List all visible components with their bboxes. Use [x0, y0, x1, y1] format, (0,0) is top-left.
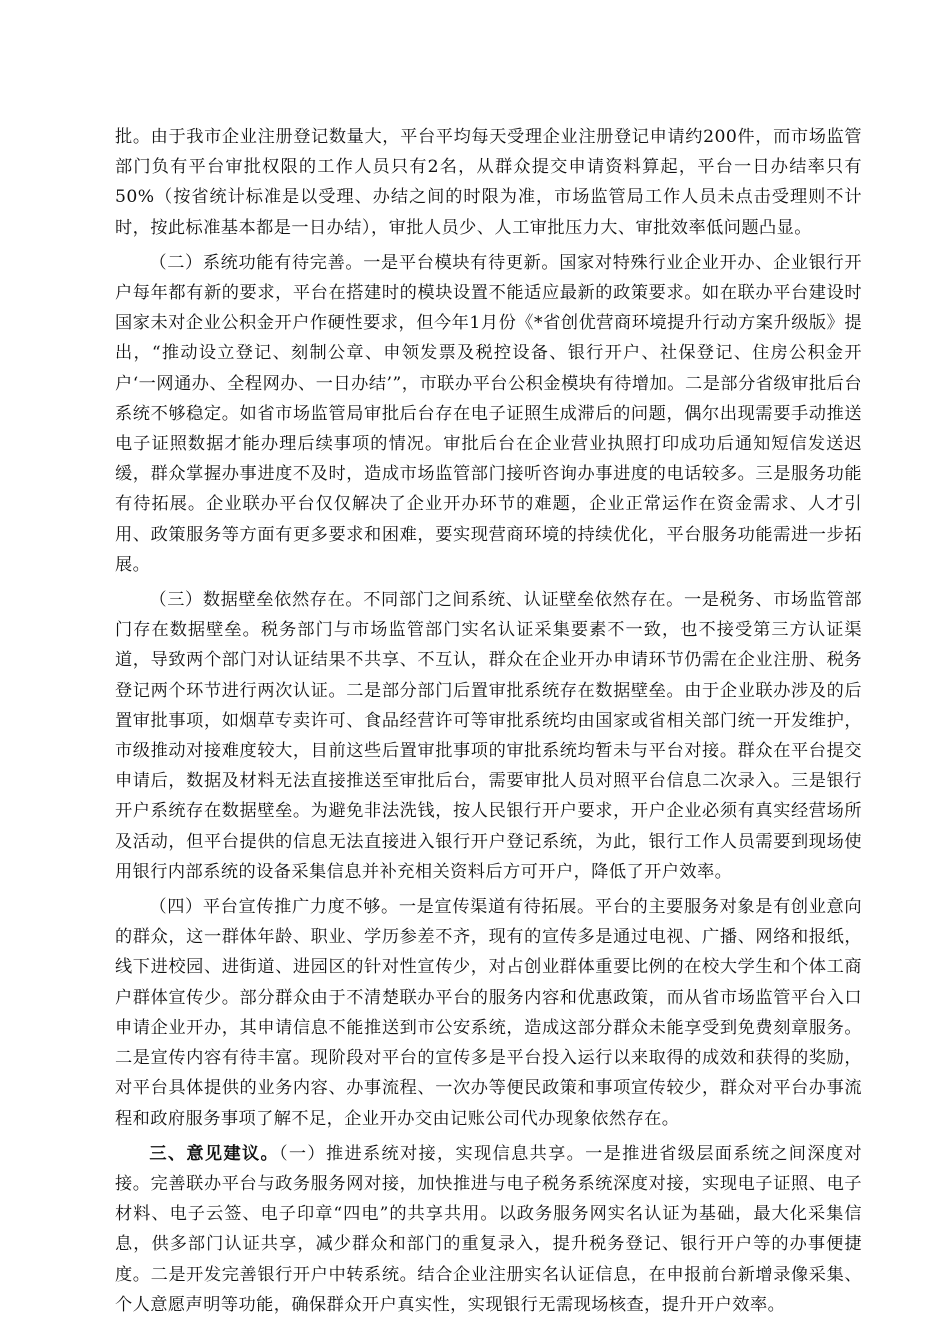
paragraph-text: （二）系统功能有待完善。一是平台模块有待更新。国家对特殊行业企业开办、企业银行开户每年都有新的要求，平台在搭建时的模块设置不能适应最新的政策要求。如在联办平台建设时国家未对企业公积金开户作硬性要求，但今年1月份《*省创优营商环境提升行动方案升级版》提出，“推动设立登记、刻制公章、申领发票及税控设备、银行开户、社保登记、住房公积金开户‘一网通办、全程网办、一日办结’”，市联办平台公积金模块有待增加。二是部分省级审批后台系统不够稳定。如省市场监管局审批后台存在电子证照生成滞后的问题，偶尔出现需要手动推送电子证照数据才能办理后续事项的情况。审批后台在企业营业执照打印成功后通知短信发送迟缓，群众掌握办事进度不及时，造成市场监管部门接听咨询办事进度的电话较多。三是服务功能有待拓展。企业联办平台仅仅解决了企业开办环节的难题，企业正常运作在资金需求、人才引用、政策服务等方面有更多要求和困难，要实现营商环境的持续优化，平台服务功能需进一步拓展。 — [115, 252, 862, 575]
paragraph-system-functions — [115, 248, 862, 580]
paragraph-text: （一）推进系统对接，实现信息共享。一是推进省级层面系统之间深度对接。完善联办平台与政务服务网对接，加快推进与电子税务系统深度对接，实现电子证照、电子材料、电子云签、电子印章“四电”的共享共用。以政务服务网实名认证为基础，最大化采集信息，供多部门认证共享，减少群众和部门的重复录入，提升税务登记、银行开户等的办事便捷度。二是开发完善银行开户中转系统。结合企业注册实名认证信息，在申报前台新增录像采集、个人意愿声明等功能，确保群众开户真实性，实现银行无需现场核查，提升开户效率。 — [115, 1143, 862, 1315]
paragraph-text: （三）数据壁垒依然存在。不同部门之间系统、认证壁垒依然存在。一是税务、市场监管部门存在数据壁垒。税务部门与市场监管部门实名认证采集要素不一致，也不接受第三方认证渠道，导致两个部门对认证结果不共享、不互认，群众在企业开办申请环节仍需在企业注册、税务登记两个环节进行两次认证。二是部分部门后置审批系统存在数据壁垒。由于企业联办涉及的后置审批事项，如烟草专卖许可、食品经营许可等审批系统均由国家或省相关部门统一开发维护，市级推动对接难度较大，目前这些后置审批事项的审批系统均暂未与平台对接。群众在平台提交申请后，数据及材料无法直接推送至审批后台，需要审批人员对照平台信息二次录入。三是银行开户系统存在数据壁垒。为避免非法洗钱，按人民银行开户要求，开户企业必须有真实经营场所及活动，但平台提供的信息无法直接进入银行开户登记系统，为此，银行工作人员需要到现场使用银行内部系统的设备采集信息并补充相关资料后方可开户，降低了开户效率。 — [115, 590, 862, 882]
paragraph-text: （四）平台宣传推广力度不够。一是宣传渠道有待拓展。平台的主要服务对象是有创业意向的群众，这一群体年龄、职业、学历参差不齐，现有的宣传多是通过电视、广播、网络和报纸，线下进校园、进街道、进园区的针对性宣传少，对占创业群体重要比例的在校大学生和个体工商户群体宣传少。部分群众由于不清楚联办平台的服务内容和优惠政策，而从省市场监管平台入口申请企业开办，其申请信息不能推送到市公安系统，造成这部分群众未能享受到免费刻章服务。二是宣传内容有待丰富。现阶段对平台的宣传多是平台投入运行以来取得的成效和获得的奖励，对平台具体提供的业务内容、办事流程、一次办等便民政策和事项宣传较少，群众对平台办事流程和政府服务事项了解不足，企业开办交由记账公司代办现象依然存在。 — [115, 897, 862, 1129]
paragraph-suggestions — [115, 1139, 862, 1320]
paragraph-continuation — [115, 122, 862, 243]
paragraph-promotion — [115, 892, 862, 1134]
paragraph-data-barriers — [115, 585, 862, 887]
document-body — [115, 122, 862, 1320]
paragraph-text: 批。由于我市企业注册登记数量大，平台平均每天受理企业注册登记申请约200件，而市场监管部门负有平台审批权限的工作人员只有2名，从群众提交申请资料算起，平台一日办结率只有50%（按省统计标准是以受理、办结之间的时限为准，市场监管局工作人员未点击受理则不计时，按此标准基本都是一日办结），审批人员少、人工审批压力大、审批效率低问题凸显。 — [115, 127, 862, 238]
section-heading: 三、意见建议。 — [149, 1143, 279, 1164]
